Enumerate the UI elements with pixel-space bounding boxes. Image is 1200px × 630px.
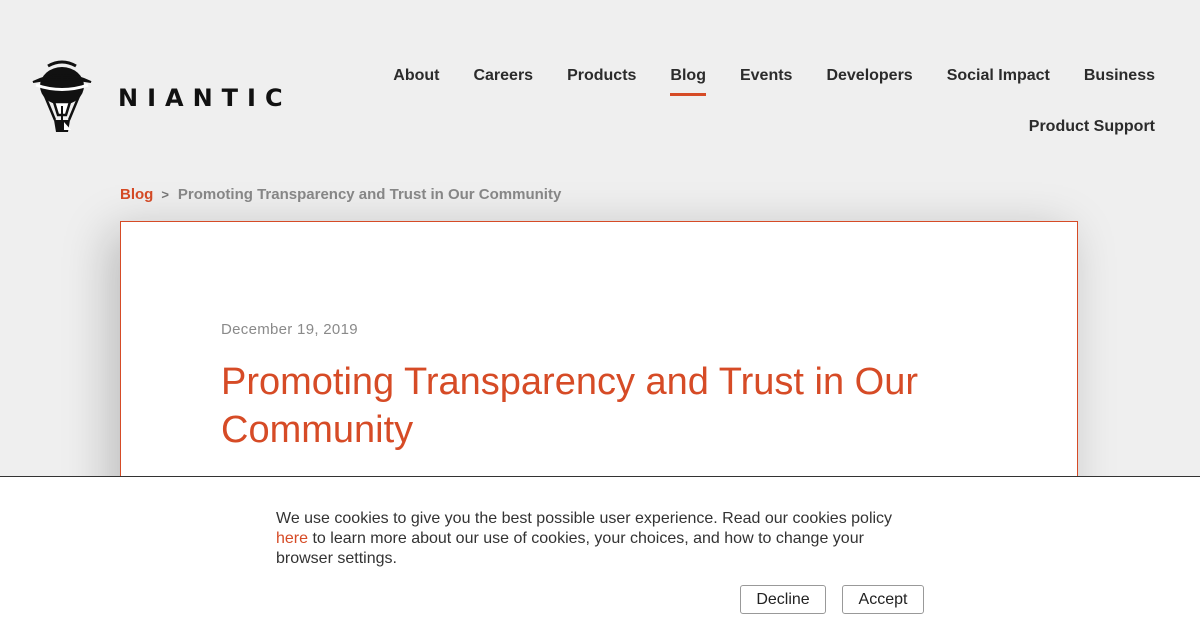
nav-link-product-support[interactable]: Product Support	[1028, 118, 1155, 135]
post-date: December 19, 2019	[221, 321, 358, 338]
nav-link-about[interactable]: About	[393, 67, 440, 84]
nav-link-products[interactable]: Products	[567, 67, 637, 84]
cookie-banner	[0, 476, 1200, 630]
cookie-policy-link[interactable]: here	[276, 530, 309, 547]
accept-cookies-button[interactable]: Accept	[842, 585, 924, 614]
nav-link-events[interactable]: Events	[739, 67, 793, 84]
decline-cookies-button[interactable]: Decline	[740, 585, 826, 614]
chevron-right-icon: >	[161, 187, 169, 202]
cookie-text-intro: We use cookies to give you the best possible user experience. Read our cookies policy	[276, 510, 893, 527]
niantic-logo[interactable]	[30, 60, 292, 138]
cookie-text-details: to learn more about our use of cookies, your choices, and how to change your browser settings.	[276, 530, 864, 567]
breadcrumb-current-page: Promoting Transparency and Trust in Our Community	[177, 186, 562, 203]
nav-row-primary	[393, 66, 1155, 96]
breadcrumb	[120, 186, 561, 203]
nav-row-secondary	[393, 117, 1155, 147]
breadcrumb-link-blog[interactable]: Blog	[120, 186, 154, 203]
nav-link-careers[interactable]: Careers	[473, 67, 534, 84]
nav-link-social-impact[interactable]: Social Impact	[946, 67, 1050, 84]
brand-wordmark: NIANTIC	[118, 84, 292, 112]
main-navigation	[393, 66, 1155, 147]
nav-link-blog[interactable]: Blog	[670, 66, 706, 96]
post-title: Promoting Transparency and Trust in Our Community	[221, 361, 918, 451]
cookie-message	[276, 509, 916, 569]
nav-link-developers[interactable]: Developers	[826, 67, 913, 84]
nav-link-business[interactable]: Business	[1083, 67, 1155, 84]
airship-logo-icon	[30, 60, 94, 138]
